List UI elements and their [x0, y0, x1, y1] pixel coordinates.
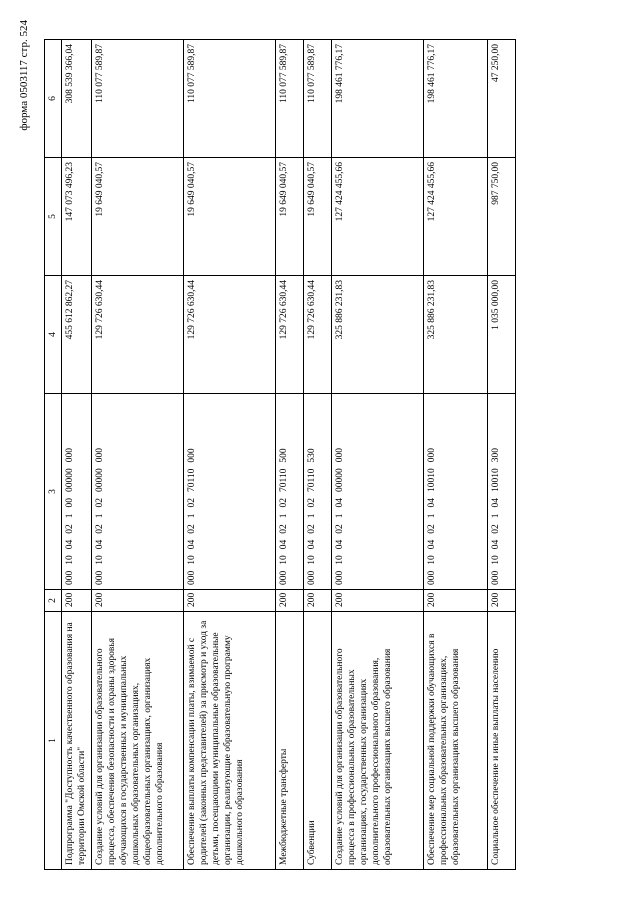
header-col-4: 4 [45, 276, 62, 394]
code-part: 02 [307, 524, 317, 534]
code-part: 02 [187, 498, 197, 508]
code-part: 10 [187, 555, 197, 565]
row-line-code: 200 [304, 590, 332, 612]
code-part: 10 [491, 555, 501, 565]
row-amount-c5: 19 649 040,57 [304, 158, 332, 276]
row-budget-code [304, 394, 332, 590]
code-part: 500 [279, 448, 289, 463]
code-part: 10 [95, 555, 105, 565]
row-amount-c6: 198 461 776,17 [332, 40, 424, 158]
header-col-3: 3 [45, 394, 62, 590]
code-part: 300 [491, 448, 501, 463]
code-part: 02 [279, 524, 289, 534]
table-body [62, 40, 516, 870]
code-part: 10010 [491, 468, 501, 492]
row-name: Обеспечение выплаты компенсации платы, взимаемой с родителей (законных представителей) за присмотр и уход за детьми, посещающими муниципальные образовательные организации, реализующие образовательную программу дошкольного образования [184, 612, 276, 870]
row-amount-c5: 127 424 455,66 [332, 158, 424, 276]
row-amount-c5: 19 649 040,57 [184, 158, 276, 276]
code-part: 02 [187, 524, 197, 534]
header-col-1: 1 [45, 612, 62, 870]
code-part: 000 [427, 448, 437, 463]
code-part: 000 [427, 570, 437, 585]
row-line-code: 200 [62, 590, 92, 612]
code-part: 00 [65, 498, 75, 508]
code-part: 02 [335, 524, 345, 534]
row-amount-c4: 325 886 231,83 [332, 276, 424, 394]
row-name: Межбюджетные трансферты [276, 612, 304, 870]
code-part: 000 [95, 570, 105, 585]
table-row [184, 40, 276, 870]
row-amount-c6: 110 077 589,87 [92, 40, 184, 158]
code-part: 02 [427, 524, 437, 534]
budget-table [44, 39, 516, 870]
row-amount-c5: 987 750,00 [488, 158, 516, 276]
table-row [276, 40, 304, 870]
code-part: 000 [335, 448, 345, 463]
table-row [332, 40, 424, 870]
row-budget-code [276, 394, 304, 590]
row-amount-c4: 129 726 630,44 [92, 276, 184, 394]
code-part: 00000 [335, 468, 345, 492]
row-amount-c4: 129 726 630,44 [276, 276, 304, 394]
row-amount-c6: 308 539 366,04 [62, 40, 92, 158]
header-row [45, 40, 62, 870]
row-name: Создание условий для организации образовательного процесса, обеспечения безопасности и охраны здоровья обучающихся в государственных и муниципальных дошкольных образовательных организациях, общеобразовательных организациях, организациях дополнительного образования [92, 612, 184, 870]
row-amount-c6: 110 077 589,87 [276, 40, 304, 158]
row-amount-c6: 198 461 776,17 [424, 40, 488, 158]
row-amount-c5: 19 649 040,57 [276, 158, 304, 276]
row-line-code: 200 [332, 590, 424, 612]
code-part: 04 [335, 539, 345, 550]
code-part: 00000 [95, 468, 105, 492]
rotated-report-page [20, 10, 620, 870]
code-part: 000 [65, 448, 75, 463]
row-budget-code [488, 394, 516, 590]
code-part: 530 [307, 448, 317, 463]
code-part: 70110 [187, 468, 197, 492]
code-part: 70110 [307, 468, 317, 492]
table-row [488, 40, 516, 870]
header-col-6: 6 [45, 40, 62, 158]
row-amount-c5: 147 073 496,23 [62, 158, 92, 276]
row-line-code: 200 [276, 590, 304, 612]
row-amount-c6: 47 250,00 [488, 40, 516, 158]
table-row [92, 40, 184, 870]
code-part: 1 [65, 513, 75, 519]
code-part: 10 [307, 555, 317, 565]
code-part: 04 [187, 539, 197, 550]
code-part: 10010 [427, 468, 437, 492]
code-part: 04 [427, 498, 437, 508]
code-part: 04 [427, 539, 437, 550]
row-name: Обеспечение мер социальной поддержки обучающихся в профессиональных образовательных организациях, образовательных организациях высшего образования [424, 612, 488, 870]
row-budget-code [62, 394, 92, 590]
code-part: 1 [187, 513, 197, 519]
code-part: 000 [187, 570, 197, 585]
code-part: 1 [335, 513, 345, 519]
code-part: 000 [187, 448, 197, 463]
table-row [62, 40, 92, 870]
row-amount-c6: 110 077 589,87 [304, 40, 332, 158]
code-part: 10 [335, 555, 345, 565]
row-amount-c4: 325 886 231,83 [424, 276, 488, 394]
code-part: 000 [335, 570, 345, 585]
code-part: 04 [65, 539, 75, 550]
code-part: 04 [335, 498, 345, 508]
code-part: 10 [427, 555, 437, 565]
code-part: 000 [65, 570, 75, 585]
row-line-code: 200 [488, 590, 516, 612]
code-part: 10 [279, 555, 289, 565]
code-part: 000 [279, 570, 289, 585]
row-name: Создание условий для организации образовательного процесса в профессиональных образовательных организациях, государственных организациях дополнительного профессионального образования, образовательных организациях высшего образования [332, 612, 424, 870]
code-part: 1 [279, 513, 289, 519]
code-part: 02 [95, 524, 105, 534]
row-amount-c4: 129 726 630,44 [184, 276, 276, 394]
row-name: Субвенции [304, 612, 332, 870]
form-label: форма 0503117 стр. 524 [18, 20, 30, 131]
row-line-code: 200 [92, 590, 184, 612]
row-budget-code [332, 394, 424, 590]
row-name: Социальное обеспечение и иные выплаты населению [488, 612, 516, 870]
code-part: 02 [95, 498, 105, 508]
row-amount-c5: 19 649 040,57 [92, 158, 184, 276]
code-part: 1 [95, 513, 105, 519]
row-amount-c4: 1 035 000,00 [488, 276, 516, 394]
code-part: 000 [491, 570, 501, 585]
code-part: 04 [307, 539, 317, 550]
code-part: 1 [307, 513, 317, 519]
code-part: 02 [65, 524, 75, 534]
code-part: 02 [491, 524, 501, 534]
row-amount-c4: 129 726 630,44 [304, 276, 332, 394]
code-part: 04 [95, 539, 105, 550]
table-row [424, 40, 488, 870]
row-budget-code [424, 394, 488, 590]
code-part: 04 [491, 539, 501, 550]
row-line-code: 200 [184, 590, 276, 612]
code-part: 04 [491, 498, 501, 508]
header-col-2: 2 [45, 590, 62, 612]
code-part: 02 [279, 498, 289, 508]
code-part: 000 [307, 570, 317, 585]
row-budget-code [92, 394, 184, 590]
row-amount-c4: 455 612 862,27 [62, 276, 92, 394]
row-line-code: 200 [424, 590, 488, 612]
row-name: Подпрограмма "Доступность качественного образования на территории Омской области" [62, 612, 92, 870]
code-part: 04 [279, 539, 289, 550]
code-part: 70110 [279, 468, 289, 492]
code-part: 000 [95, 448, 105, 463]
code-part: 00000 [65, 468, 75, 492]
code-part: 02 [307, 498, 317, 508]
table-row [304, 40, 332, 870]
header-col-5: 5 [45, 158, 62, 276]
row-amount-c6: 110 077 589,87 [184, 40, 276, 158]
code-part: 1 [427, 513, 437, 519]
row-amount-c5: 127 424 455,66 [424, 158, 488, 276]
code-part: 10 [65, 555, 75, 565]
code-part: 1 [491, 513, 501, 519]
row-budget-code [184, 394, 276, 590]
